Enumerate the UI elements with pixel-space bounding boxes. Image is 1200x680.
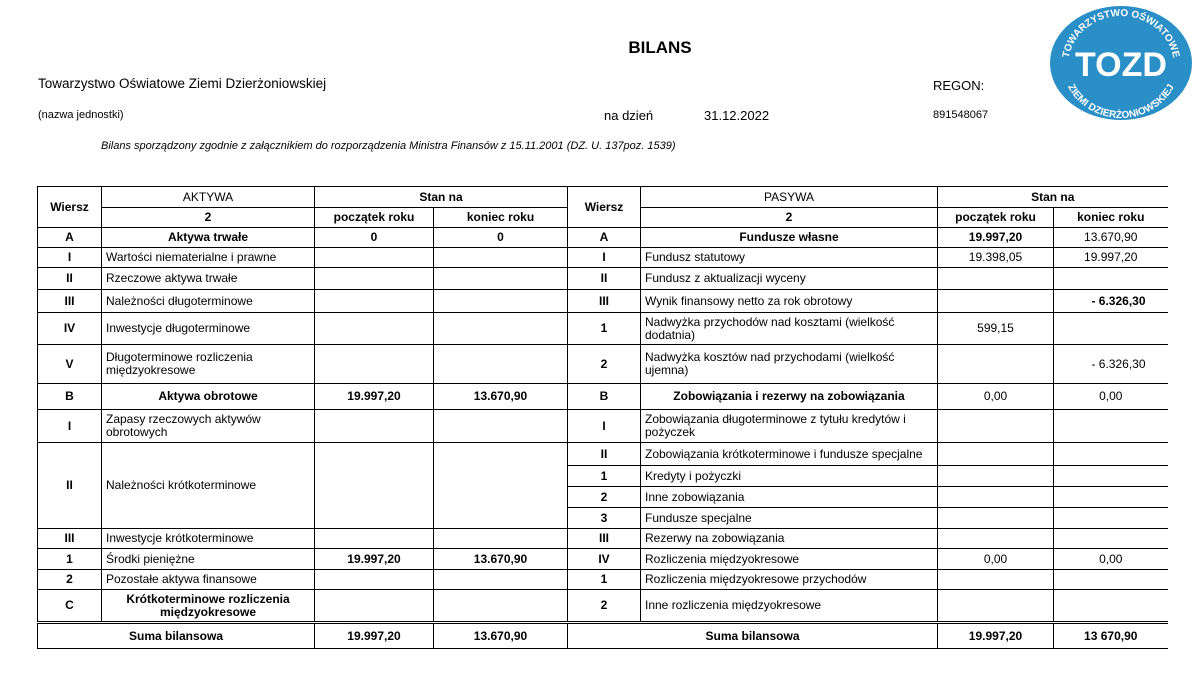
row-code: 2 bbox=[568, 590, 641, 623]
row-code: 1 bbox=[568, 466, 641, 487]
unit-label: (nazwa jednostki) bbox=[38, 109, 124, 121]
date-value: 31.12.2022 bbox=[704, 108, 770, 123]
row-code: 1 bbox=[568, 313, 641, 345]
row-start-value: 19.997,20 bbox=[315, 549, 434, 570]
row-start-value: 0,00 bbox=[938, 549, 1054, 570]
row-label: Pozostałe aktywa finansowe bbox=[102, 570, 315, 590]
row-start-value bbox=[315, 290, 434, 313]
row-end-value bbox=[434, 313, 568, 345]
header-end-left: koniec roku bbox=[434, 208, 568, 228]
header-row bbox=[38, 187, 1168, 208]
row-start-value bbox=[938, 345, 1054, 384]
row-start-value bbox=[315, 590, 434, 623]
table-row bbox=[38, 248, 1168, 268]
row-end-value: 0,00 bbox=[1054, 384, 1168, 410]
table-row bbox=[38, 410, 1168, 443]
row-start-value bbox=[938, 590, 1054, 623]
row-label: Należności krótkoterminowe bbox=[102, 443, 315, 529]
row-label: Zobowiązania krótkoterminowe i fundusze specjalne bbox=[641, 443, 938, 466]
row-start-value bbox=[938, 508, 1054, 529]
table-row bbox=[38, 529, 1168, 549]
table-row bbox=[38, 345, 1168, 384]
header-stan-na-right: Stan na bbox=[938, 187, 1168, 208]
row-end-value bbox=[434, 345, 568, 384]
row-label: Rzeczowe aktywa trwałe bbox=[102, 268, 315, 290]
row-label: Inne zobowiązania bbox=[641, 487, 938, 508]
table-row bbox=[38, 443, 1168, 466]
total-start-left: 19.997,20 bbox=[315, 623, 434, 649]
header-end-right: koniec roku bbox=[1054, 208, 1168, 228]
row-code: 3 bbox=[568, 508, 641, 529]
row-label: Inne rozliczenia międzyokresowe bbox=[641, 590, 938, 623]
table-row bbox=[38, 290, 1168, 313]
row-start-value bbox=[938, 290, 1054, 313]
row-end-value bbox=[434, 268, 568, 290]
row-label: Zobowiązania długoterminowe z tytułu kredytów i pożyczek bbox=[641, 410, 938, 443]
row-code: II bbox=[568, 268, 641, 290]
date-label: na dzień bbox=[604, 108, 654, 123]
row-code: C bbox=[38, 590, 102, 623]
row-end-value bbox=[1054, 508, 1168, 529]
row-end-value bbox=[434, 529, 568, 549]
header-pasywa: PASYWA bbox=[641, 187, 938, 208]
regon-value: 891548067 bbox=[933, 109, 989, 121]
row-end-value bbox=[1054, 529, 1168, 549]
table-row bbox=[38, 384, 1168, 410]
row-label: Wartości niematerialne i prawne bbox=[102, 248, 315, 268]
row-start-value bbox=[315, 313, 434, 345]
row-end-value bbox=[1054, 313, 1168, 345]
row-end-value bbox=[434, 410, 568, 443]
row-end-value bbox=[434, 570, 568, 590]
header-start-left: początek roku bbox=[315, 208, 434, 228]
row-label: Nadwyżka kosztów nad przychodami (wielkość ujemna) bbox=[641, 345, 938, 384]
row-end-value: 13.670,90 bbox=[434, 384, 568, 410]
row-end-value bbox=[434, 290, 568, 313]
row-label: Środki pieniężne bbox=[102, 549, 315, 570]
row-end-value: 13.670,90 bbox=[434, 549, 568, 570]
row-code: A bbox=[568, 228, 641, 248]
row-start-value: 0,00 bbox=[938, 384, 1054, 410]
document-title: BILANS bbox=[628, 38, 692, 57]
row-label: Rozliczenia międzyokresowe bbox=[641, 549, 938, 570]
row-end-value bbox=[1054, 466, 1168, 487]
row-code: B bbox=[568, 384, 641, 410]
regon-label: REGON: bbox=[933, 78, 985, 93]
row-end-value bbox=[434, 443, 568, 529]
row-start-value bbox=[938, 466, 1054, 487]
row-start-value: 19.997,20 bbox=[315, 384, 434, 410]
logo-text-top: TOWARZYSTWO OŚWIATOWE bbox=[1060, 7, 1182, 59]
row-start-value bbox=[938, 529, 1054, 549]
row-end-value: 0,00 bbox=[1054, 549, 1168, 570]
row-label: Rozliczenia międzyokresowe przychodów bbox=[641, 570, 938, 590]
row-start-value: 19.398,05 bbox=[938, 248, 1054, 268]
row-label: Zapasy rzeczowych aktywów obrotowych bbox=[102, 410, 315, 443]
row-end-value bbox=[1054, 570, 1168, 590]
row-code: I bbox=[568, 248, 641, 268]
header-wiersz-left: Wiersz bbox=[38, 187, 102, 228]
row-end-value bbox=[1054, 443, 1168, 466]
row-code: I bbox=[568, 410, 641, 443]
table-row bbox=[38, 228, 1168, 248]
row-label: Nadwyżka przychodów nad kosztami (wielkość dodatnia) bbox=[641, 313, 938, 345]
row-end-value: 0 bbox=[434, 228, 568, 248]
organization-name: Towarzystwo Oświatowe Ziemi Dzierżoniowskiej bbox=[38, 76, 327, 91]
row-code: 2 bbox=[38, 570, 102, 590]
row-code: II bbox=[38, 443, 102, 529]
row-label: Inwestycje długoterminowe bbox=[102, 313, 315, 345]
row-label: Fundusze specjalne bbox=[641, 508, 938, 529]
row-code: III bbox=[568, 529, 641, 549]
header-stan-na-left: Stan na bbox=[315, 187, 568, 208]
row-start-value bbox=[938, 443, 1054, 466]
row-label: Fundusz z aktualizacji wyceny bbox=[641, 268, 938, 290]
row-label: Należności długoterminowe bbox=[102, 290, 315, 313]
total-start-right: 19.997,20 bbox=[938, 623, 1054, 649]
row-label: Długoterminowe rozliczenia międzyokresowe bbox=[102, 345, 315, 384]
row-end-value bbox=[434, 590, 568, 623]
row-code: II bbox=[38, 268, 102, 290]
row-start-value bbox=[315, 345, 434, 384]
table-row bbox=[38, 570, 1168, 590]
header-col2-right: 2 bbox=[641, 208, 938, 228]
row-label: Wynik finansowy netto za rok obrotowy bbox=[641, 290, 938, 313]
row-label: Fundusz statutowy bbox=[641, 248, 938, 268]
row-label: Zobowiązania i rezerwy na zobowiązania bbox=[641, 384, 938, 410]
row-start-value: 19.997,20 bbox=[938, 228, 1054, 248]
legal-basis-note: Bilans sporządzony zgodnie z załącznikiem do rozporządzenia Ministra Finansów z 15.11.2001 (DZ. U. 137poz. 1539) bbox=[101, 140, 676, 152]
total-end-left: 13.670,90 bbox=[434, 623, 568, 649]
total-row bbox=[38, 623, 1168, 649]
table-row bbox=[38, 268, 1168, 290]
row-start-value: 599,15 bbox=[938, 313, 1054, 345]
row-start-value bbox=[938, 570, 1054, 590]
header-aktywa: AKTYWA bbox=[102, 187, 315, 208]
header-start-right: początek roku bbox=[938, 208, 1054, 228]
row-start-value bbox=[938, 487, 1054, 508]
header-col2-left: 2 bbox=[102, 208, 315, 228]
row-code: IV bbox=[38, 313, 102, 345]
row-start-value bbox=[315, 268, 434, 290]
row-end-value bbox=[1054, 410, 1168, 443]
row-code: 1 bbox=[568, 570, 641, 590]
row-code: II bbox=[568, 443, 641, 466]
row-code: A bbox=[38, 228, 102, 248]
logo-monogram: TOZD bbox=[1075, 46, 1167, 84]
row-code: B bbox=[38, 384, 102, 410]
organization-logo bbox=[1048, 4, 1194, 122]
balance-sheet-table bbox=[37, 186, 1168, 649]
row-label: Aktywa trwałe bbox=[102, 228, 315, 248]
table-row bbox=[38, 549, 1168, 570]
logo-text-bottom: ZIEMI DZIERŻONIOWSKIEJ bbox=[1065, 82, 1177, 122]
row-start-value bbox=[938, 410, 1054, 443]
row-start-value bbox=[315, 443, 434, 529]
row-end-value: - 6.326,30 bbox=[1054, 290, 1168, 313]
table-row bbox=[38, 313, 1168, 345]
row-code: III bbox=[568, 290, 641, 313]
row-end-value: 19.997,20 bbox=[1054, 248, 1168, 268]
row-end-value bbox=[434, 248, 568, 268]
row-code: 2 bbox=[568, 487, 641, 508]
row-label: Kredyty i pożyczki bbox=[641, 466, 938, 487]
row-start-value bbox=[938, 268, 1054, 290]
row-code: III bbox=[38, 529, 102, 549]
table-row bbox=[38, 590, 1168, 623]
total-end-right: 13 670,90 bbox=[1054, 623, 1168, 649]
row-label: Krótkoterminowe rozliczenia międzyokresowe bbox=[102, 590, 315, 623]
row-code: III bbox=[38, 290, 102, 313]
row-start-value bbox=[315, 410, 434, 443]
row-end-value bbox=[1054, 487, 1168, 508]
row-end-value: 13.670,90 bbox=[1054, 228, 1168, 248]
row-code: I bbox=[38, 248, 102, 268]
total-label-left: Suma bilansowa bbox=[38, 623, 315, 649]
row-code: IV bbox=[568, 549, 641, 570]
row-end-value bbox=[1054, 268, 1168, 290]
row-start-value bbox=[315, 248, 434, 268]
row-end-value bbox=[1054, 590, 1168, 623]
total-label-right: Suma bilansowa bbox=[568, 623, 938, 649]
row-label: Inwestycje krótkoterminowe bbox=[102, 529, 315, 549]
row-code: I bbox=[38, 410, 102, 443]
row-start-value bbox=[315, 570, 434, 590]
row-label: Aktywa obrotowe bbox=[102, 384, 315, 410]
header-wiersz-right: Wiersz bbox=[568, 187, 641, 228]
row-start-value: 0 bbox=[315, 228, 434, 248]
row-end-value: - 6.326,30 bbox=[1054, 345, 1168, 384]
row-start-value bbox=[315, 529, 434, 549]
row-label: Fundusze własne bbox=[641, 228, 938, 248]
row-code: V bbox=[38, 345, 102, 384]
row-code: 1 bbox=[38, 549, 102, 570]
row-code: 2 bbox=[568, 345, 641, 384]
row-label: Rezerwy na zobowiązania bbox=[641, 529, 938, 549]
